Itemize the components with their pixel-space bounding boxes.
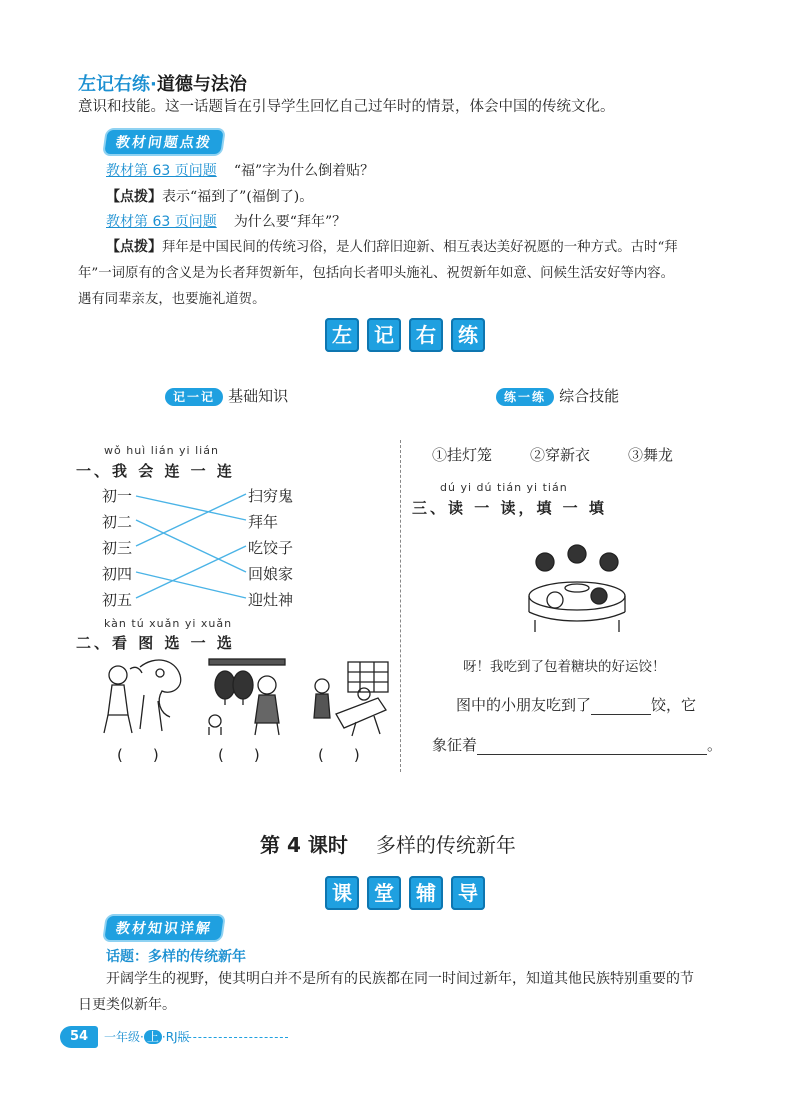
match-line	[136, 572, 246, 598]
footer-grade: 一年级· 上 ·RJ版	[104, 1030, 190, 1044]
match-left-1: 初一	[102, 487, 133, 505]
banner-classroom-guidance	[325, 876, 493, 910]
right-subhead-text: 综合技能	[559, 387, 620, 405]
match-left-5: 初五	[102, 591, 133, 609]
hint-2-label: 【点拨】	[106, 239, 162, 255]
option-3: ③舞龙	[628, 446, 674, 464]
term-badge: 上	[144, 1030, 162, 1044]
section-2-pinyin: kàn tú xuǎn yi xuǎn	[104, 617, 233, 630]
banner-char: 辅	[409, 876, 443, 910]
knowledge-tag: 教材知识详解	[104, 916, 223, 940]
fill-1-suffix: 饺，它	[651, 696, 697, 714]
option-1: ①挂灯笼	[432, 446, 493, 464]
answer-paren-3[interactable]: ( )	[318, 746, 360, 764]
fill-2-prefix: 象征着	[432, 736, 478, 754]
question-1-label: 教材第 63 页问题	[106, 163, 217, 179]
answer-paren-2[interactable]: ( )	[218, 746, 260, 764]
blank-symbolism[interactable]	[477, 738, 707, 755]
header-dot: ·	[150, 74, 157, 95]
intro-line: 意识和技能。这一话题旨在引导学生回忆自己过年时的情景，体会中国的传统文化。	[78, 99, 615, 115]
fill-1-prefix: 图中的小朋友吃到了	[456, 696, 592, 714]
topic-line-1: 开阔学生的视野，使其明白并不是所有的民族都在同一时间过新年，知道其他民族特别重要的节	[106, 971, 694, 987]
hint-2-text: 拜年是中国民间的传统习俗，是人们辞旧迎新、相互表达美好祝愿的一种方式。古时“拜	[162, 240, 678, 255]
section-3-pinyin: dú yi dú tián yi tián	[440, 481, 568, 494]
lesson-heading	[260, 829, 516, 858]
section-1-title: 一、我 会 连 一 连	[76, 462, 235, 480]
hint-1-text: 表示“福到了”(福倒了)。	[162, 189, 314, 205]
match-right-5: 迎灶神	[248, 591, 294, 609]
speech-bubble-text: 呀！我吃到了包着糖块的好运饺！	[463, 659, 666, 675]
question-2-label: 教材第 63 页问题	[106, 214, 217, 230]
question-1-text: “福”字为什么倒着贴？	[233, 163, 375, 179]
left-subhead-text: 基础知识	[228, 387, 289, 405]
match-right-3: 吃饺子	[248, 539, 294, 557]
subject-name: 道德与法治	[156, 74, 247, 95]
right-subhead-tag: 练一练	[496, 388, 554, 406]
section-3-title: 三、读 一 读，填 一 填	[412, 499, 607, 517]
match-line	[136, 546, 246, 598]
hint-1-label: 【点拨】	[106, 189, 162, 205]
edition-label: RJ版	[165, 1030, 190, 1044]
textbook-question-tag: 教材问题点拨	[104, 130, 223, 154]
topic-line-2: 日更类似新年。	[78, 997, 176, 1013]
section-2-title: 二、看 图 选 一 选	[76, 634, 235, 652]
family-dinner-illustration	[515, 540, 640, 635]
match-right-1: 扫穷鬼	[248, 487, 294, 505]
fill-blank-line-1	[456, 694, 696, 715]
banner-char: 课	[325, 876, 359, 910]
lesson-title: 多样的传统新年	[375, 833, 516, 857]
match-left-4: 初四	[102, 565, 133, 583]
match-line	[136, 494, 246, 546]
banner-char: 练	[451, 318, 485, 352]
match-right-4: 回娘家	[248, 565, 294, 583]
page-number: 54	[60, 1026, 98, 1048]
banner-char: 导	[451, 876, 485, 910]
answer-paren-1[interactable]: ( )	[117, 746, 159, 764]
section-1-pinyin: wǒ huì lián yi lián	[104, 444, 219, 457]
lantern-new-clothes-illustration	[205, 655, 290, 737]
topic-heading: 话题：多样的传统新年	[106, 949, 246, 965]
family-room-illustration	[308, 658, 394, 738]
lesson-number: 第 4 课时	[260, 833, 348, 857]
left-subhead-tag: 记一记	[165, 388, 223, 406]
dragon-dance-illustration	[100, 655, 190, 737]
match-right-2: 拜年	[248, 513, 279, 531]
match-line	[136, 496, 246, 520]
banner-char: 堂	[367, 876, 401, 910]
blank-dumpling-type[interactable]	[591, 698, 651, 715]
match-left-2: 初二	[102, 513, 133, 531]
banner-char: 记	[367, 318, 401, 352]
hint-2-line3: 遇有同辈亲友，也要施礼道贺。	[78, 292, 266, 307]
match-left-3: 初三	[102, 539, 133, 557]
fill-2-suffix: 。	[707, 736, 723, 754]
match-line	[136, 520, 246, 572]
brand-name: 左记右练	[78, 74, 150, 95]
banner-char: 左	[325, 318, 359, 352]
footer-dashed-line	[178, 1037, 288, 1038]
option-2: ②穿新衣	[530, 446, 591, 464]
hint-2-line2: 年”一词原有的含义是为长者拜贺新年，包括向长者叩头施礼、祝贺新年如意、问候生活安好等内容。	[78, 266, 675, 281]
grade-label: 一年级	[104, 1030, 141, 1044]
question-2-text: 为什么要“拜年”？	[233, 214, 347, 230]
fill-blank-line-2	[432, 734, 722, 755]
banner-char: 右	[409, 318, 443, 352]
